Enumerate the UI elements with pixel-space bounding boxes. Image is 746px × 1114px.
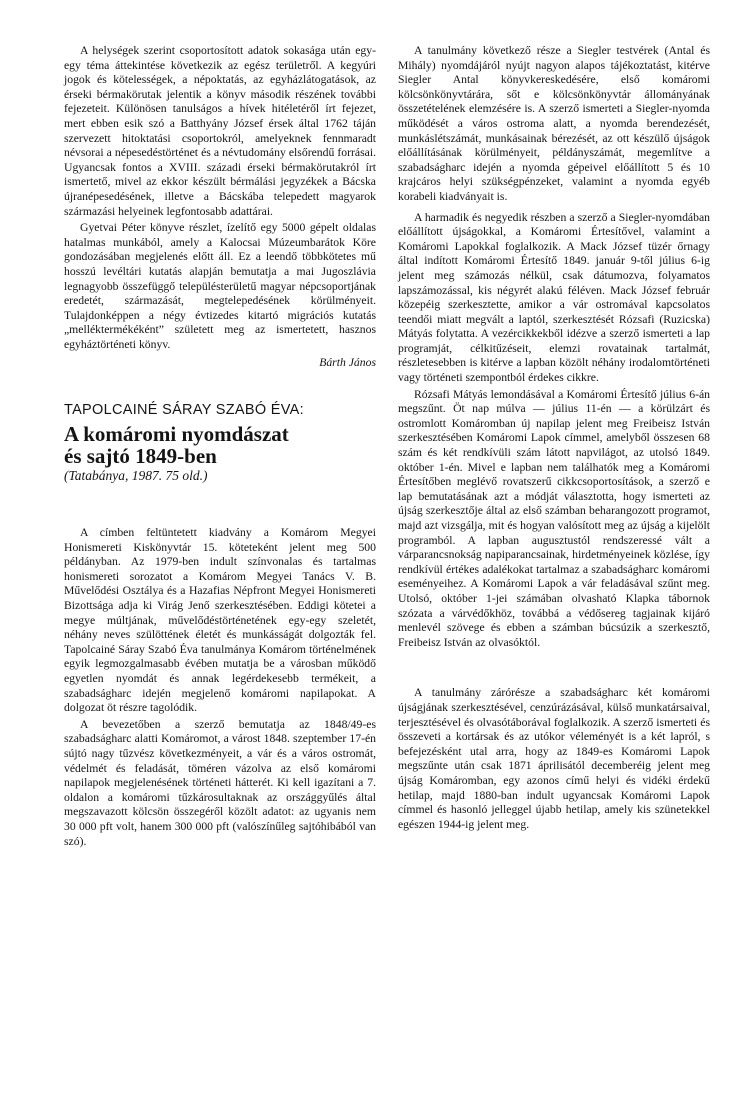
review-paragraph: A tanulmány következő része a Siegler testvérek (Antal és Mihály) nyomdájáról nyújt nagyon alapos tájékoztatást, kitérve Siegler Antal könyvkereskedésére, első komáromi kölcsönkönyvtárára, sőt e kölcsönkönyvtár állományának összetételének elemzésére is. A szerző ismerteti a Siegler-nyomda működését a város ostroma alatt, a nyomda berendezését, munkáslétszámát, munkásainak bérezését, az ott készülő újságok előállításának körülményeit, példányszámát, megemlítve a szabadságharc idején a nyomda gépeivel előállított 5 és 10 krajcáros helyi szükségpénzeket, valamint a nyomda egyéb korabeli kiadványait is. (398, 44, 710, 203)
prev-review-paragraph: Gyetvai Péter könyve részlet, ízelítő egy 5000 gépelt oldalas hatalmas munkából, amely a Kalocsai Múzeumbarátok Köre gondozásában megjelenés előtt áll. Ez a leendő többkötetes mű hosszú levéltári kutatás alapján bemutatja a mai Jugoszlávia legnagyobb összefüggő településterületű magyar népcsoportjának eredetét, származását, megtelepedésének körülményeit. Tulajdonképpen a négy évtizedes kitartó migrációs kutatás „melléktermékéként” született meg az ismertetett, hasznos egyháztörténeti könyv. (64, 221, 376, 351)
review-signature: Bárth János (319, 356, 376, 370)
review-paragraph: A bevezetőben a szerző bemutatja az 1848/49-es szabadságharc alatti Komáromot, a várost 1848. szeptember 17-én sújtó nagy tűzvész következményeit, a vár és a város ostromát, védelmét és feladását, töméren vázolva az első komáromi napilapok megjelenésének történeti hátterét. Ki kell igazítani a 7. oldalon a komáromi tűzkárosultaknak az országgyűlés által megszavazott kölcsön összegéről közölt adatot: az ugyanis nem 30 000 pft volt, hanem 300 000 pft (valószínűleg sajtóhibából van szó). (64, 717, 376, 848)
review-publication: (Tatabánya, 1987. 75 old.) (64, 468, 208, 484)
review-paragraph: A címben feltüntetett kiadvány a Komárom Megyei Honismereti Kiskönyvtár 15. köteteként jelent meg 500 példányban. Az 1979-ben indult színvonalas és tartalmas honismereti sorozatot a Komárom Megyei Tanács V. B. Művelődési Osztálya és a Hazafias Népfront Megyei Honismereti Bizottsága adja ki Virág Jenő szerkesztésében. Eddigi kötetei a megye múltjának, művelődéstörténetének egy-egy szeletét, néhány neves szülöttének életét és munkásságát dolgozták fel. Tapolcainé Sáray Szabó Éva tanulmánya Komárom történelmének egyik legmozgalmasabb évében mutatja be a városban működő egyetlen nyomdát és annak legérdekesebb termékeit, a szabadságharc idején megjelenő komáromi napilapokat. A dolgozat öt részre tagolódik. (64, 526, 376, 715)
review-title-line-2: és sajtó 1849-ben (64, 444, 217, 469)
right-column (398, 44, 710, 832)
review-paragraph: A tanulmány zárórésze a szabadságharc két komáromi újságjának szerkesztésével, cenzúrázásával, külső munkatársaival, terjesztésével és olvasótáborával foglalkozik. A szerző ismerteti és összeveti a kortársak és az utókor véleményét is a két lapról, s befejezésként utal arra, hogy az 1849-es Komáromi Lapok megszűnte után csak 1871 áprilisától decemberéig jelent meg újság Komáromban, egy azonos című helyi és vidéki érdekű hetilap, majd 1880-ban indult ugyancsak Komáromi Lapok címmel és hasonló jelleggel újabb hetilap, amely kis szünetekkel egészen 1944-ig jelent meg. (398, 686, 710, 831)
review-paragraph: A harmadik és negyedik részben a szerző a Siegler-nyomdában előállított újságokkal, a Komáromi Értesítővel, valamint a Komáromi Lapokkal foglalkozik. A Mack József tüzér őrnagy által indított Komáromi Értesítő 1849. január 9-től július 6-ig jelent meg számozás nélkül, csak dátumozva, folyamatos lapszámozással, kis négyrét alakú féléven. Mack József február közepéig szerkesztette, amikor a vár ostromával kapcsolatos teendői miatt megvált a laptól, szerkesztését Rózsafi (Ruzicska) Mátyás folytatta. A vezércikkekből idézve a szerző ismerteti a lap programját, célkitűzéseit, elemzi rovatainak tartalmát, részletesebben is kitérve a lapban közölt néhány irodalomtörténeti vagy történeti szempontból érdekes cikkre. (398, 210, 710, 385)
review-author: TAPOLCAINÉ SÁRAY SZABÓ ÉVA: (64, 402, 304, 419)
review-paragraph: Rózsafi Mátyás lemondásával a Komáromi Értesítő július 6-án megszűnt. Öt nap múlva — július 11-én — a körülzárt és ostromlott Komáromban új napilap jelent meg Freibeisz István szerkesztésében Komáromi Lapok címmel, amelyből összesen 68 szám és két rendkívüli szám látott napvilágot, az utolsó 1849. október 1-én. Mivel e lapban nem találhatók meg a Komáromi Értesítőben meglévő rovatszerű cikkcsoportosítások, a szerző e lap bemutatásának azt a módját választotta, hogy ismerteti az újság szerkesztője által az első számban beharangozott programot, majd azt vizsgálja, mit és hogyan valósított meg az újság a kijelölt programból. A lapban augusztustól rendszeressé vált a várparancsnokság napiparancsainak, hirdetményeinek közlése, így rendkívül értékes adalékokat tartalmaz a szabadságharc komáromi eseményeihez. A Komáromi Lapok a vár feladásával szűnt meg. Utolsó, október 1-jei számában olvasható Klapka tábornok szózata a várvédőkhöz, továbbá a védősereg tagjainak kijáró menlevél szövege és ebben a számban búcsúzik a szerkesztő, Freibeisz István az olvasóktól. (398, 387, 710, 649)
prev-review-paragraph: A helységek szerint csoportosított adatok sokasága után egy-egy téma áttekintése következik az egész területről. A kegyúri jogok és kötelességek, a népoktatás, az egyházlátogatások, az érseki bérmakörutak jelentik a könyv második részének további fejezeteit. Különösen tanulságos a hívek hitéletéről írt fejezet, mert ebben esik szó a Batthyány József érsek által 1762 táján szervezett hitoktatási csoportokról, amelyeknek fennmaradt névsorai a népesedéstörténet és a névtudomány elsőrendű forrásai. Ugyancsak fontos a XVIII. századi érseki bérmakörutakról írt ismertető, mivel az ekkor készült bérmálási jegyzékek a Bácska újranépesedésének, illetve a Bácskába telepedett magyarok származási helyeinek legfontosabb adattárai. (64, 44, 376, 218)
review-title-line-1: A komáromi nyomdászat (64, 422, 289, 447)
review-heading (64, 401, 376, 484)
left-column (64, 44, 376, 849)
